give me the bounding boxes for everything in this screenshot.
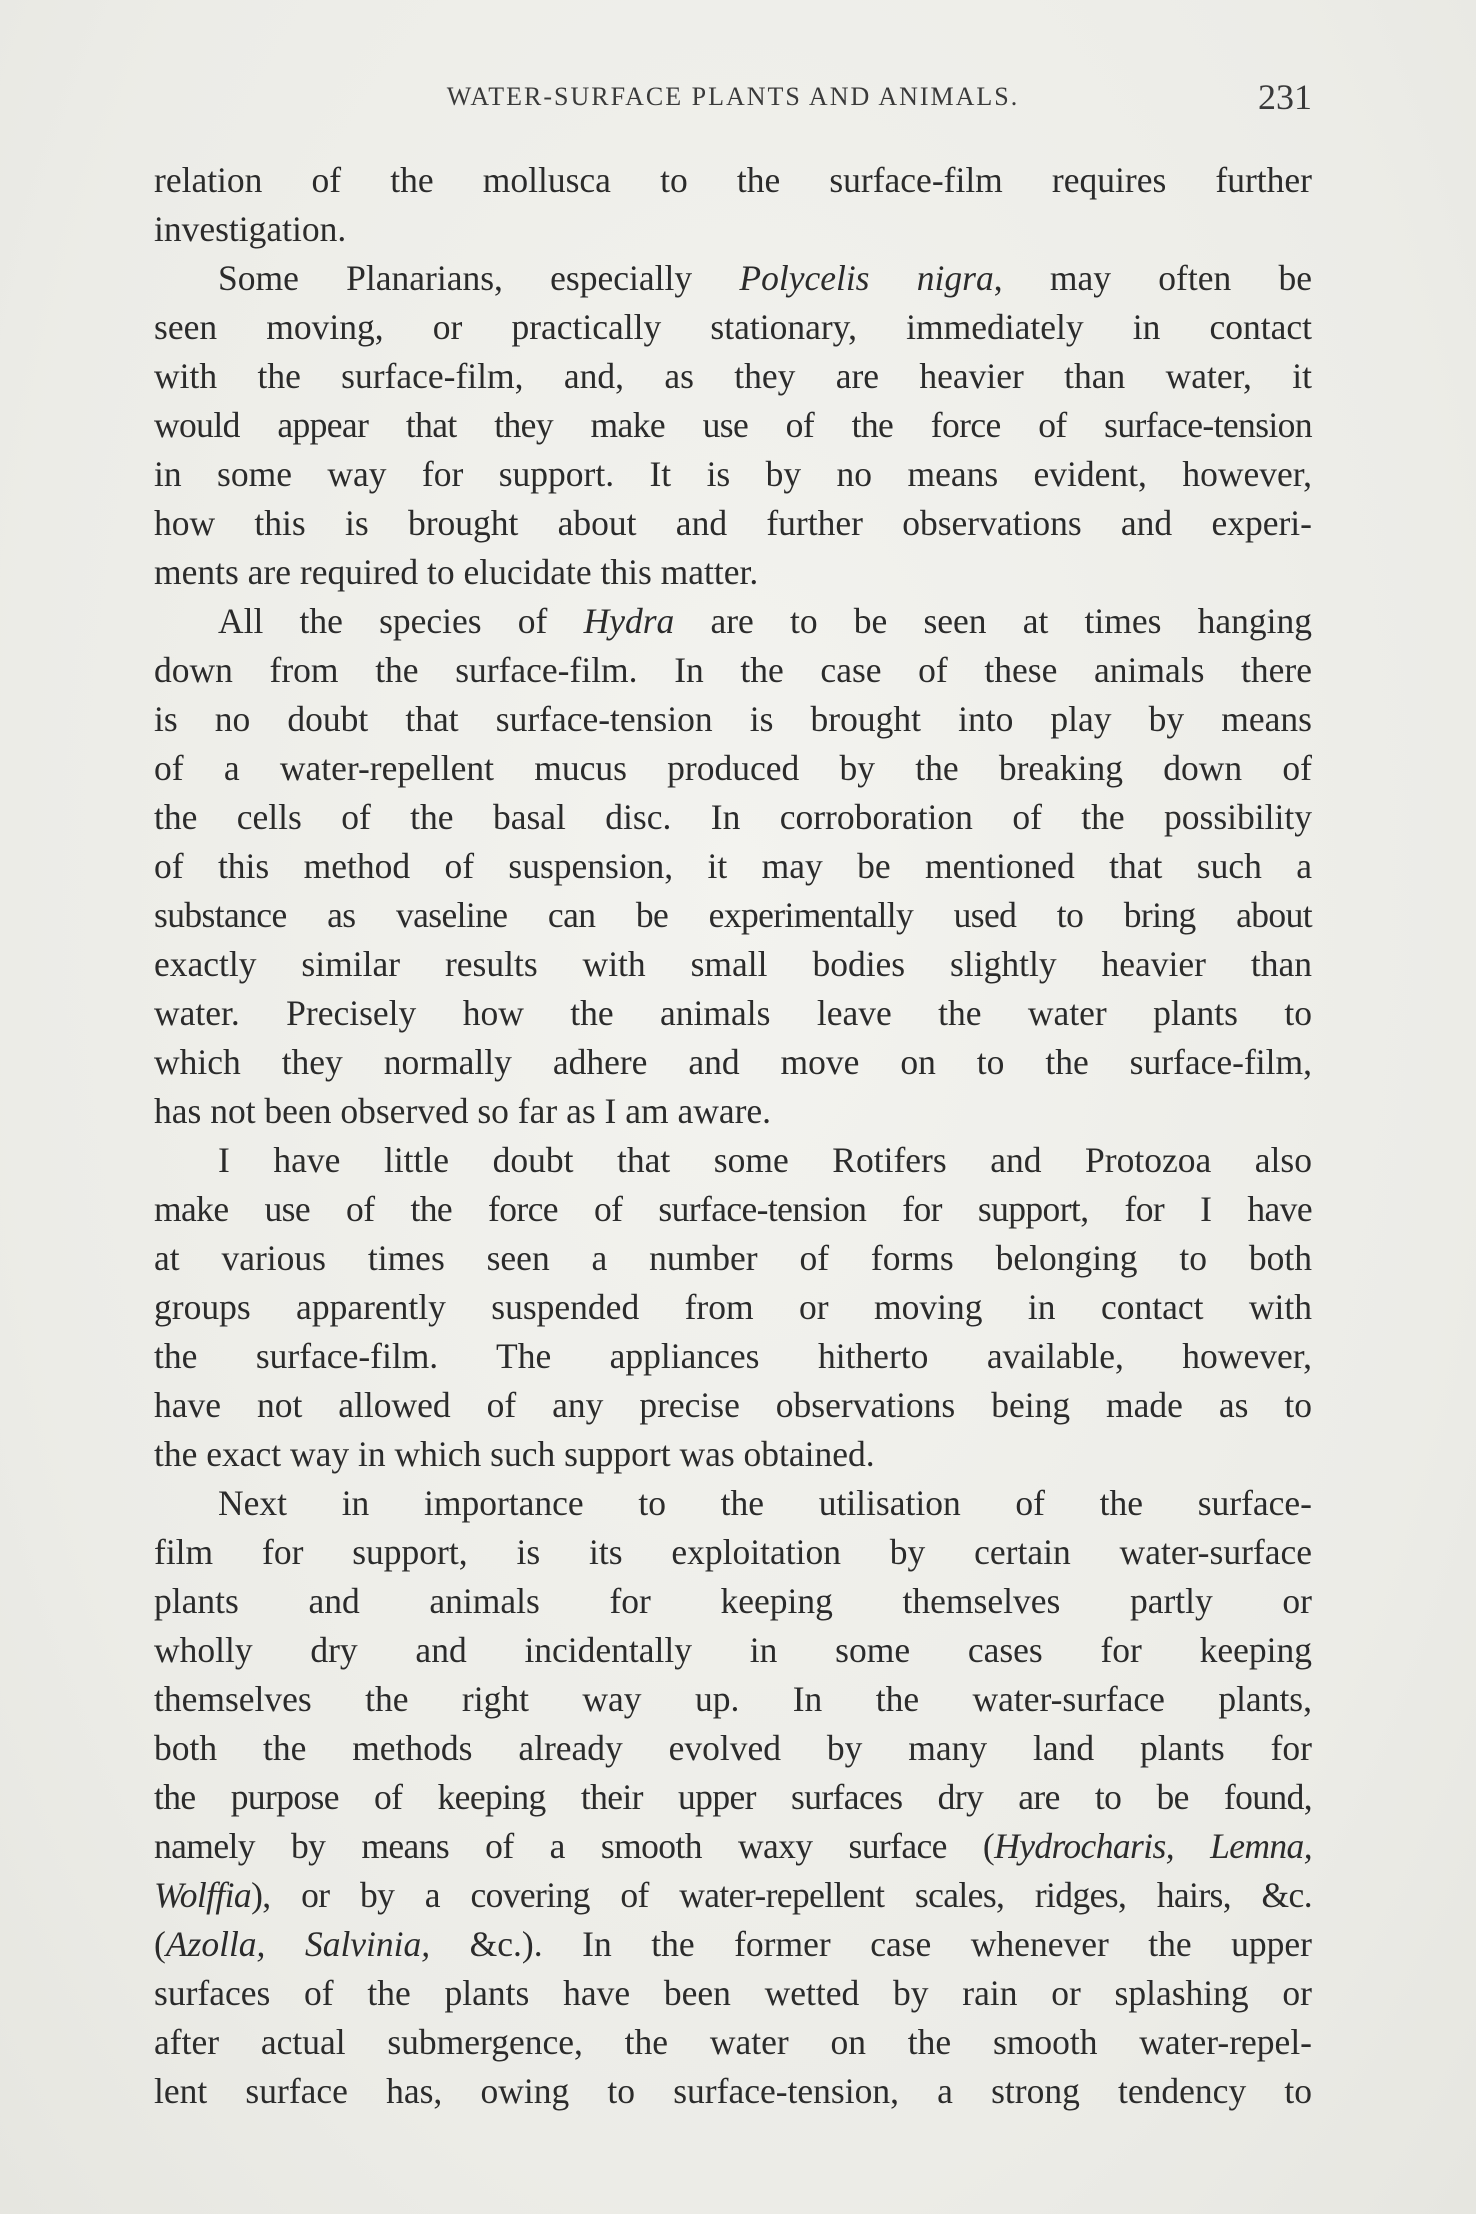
text-line: in some way for support. It is by no means evident, however, bbox=[154, 454, 1312, 494]
text-line: the exact way in which such support was obtained. bbox=[154, 1434, 875, 1474]
page-number: 231 bbox=[1258, 77, 1312, 117]
text-line: (Azolla, Salvinia, &c.). In the former case whenever the upper bbox=[154, 1924, 1312, 1964]
text-line: wholly dry and incidentally in some cases for keeping bbox=[154, 1630, 1312, 1670]
text-line: of this method of suspension, it may be mentioned that such a bbox=[154, 846, 1312, 886]
text-line: would appear that they make use of the force of surface-tension bbox=[154, 405, 1312, 445]
text-line: have not allowed of any precise observations being made as to bbox=[154, 1385, 1312, 1425]
text-line: exactly similar results with small bodies slightly heavier than bbox=[154, 944, 1312, 984]
text-line: after actual submergence, the water on the smooth water-repel- bbox=[154, 2022, 1312, 2062]
text-line: Wolffia), or by a covering of water-repellent scales, ridges, hairs, &c. bbox=[154, 1875, 1312, 1915]
text-line: the purpose of keeping their upper surfaces dry are to be found, bbox=[154, 1777, 1312, 1817]
running-title: WATER-SURFACE PLANTS AND ANIMALS. bbox=[446, 82, 1020, 111]
text-line: the surface-film. The appliances hitherto available, however, bbox=[154, 1336, 1312, 1376]
text-line: has not been observed so far as I am aware. bbox=[154, 1091, 772, 1131]
text-line: plants and animals for keeping themselves partly or bbox=[154, 1581, 1312, 1621]
text-line: down from the surface-film. In the case of these animals there bbox=[154, 650, 1312, 690]
text-line: Next in importance to the utilisation of the surface- bbox=[218, 1483, 1312, 1523]
text-line: I have little doubt that some Rotifers and Protozoa also bbox=[218, 1140, 1312, 1180]
text-line: relation of the mollusca to the surface-film requires further bbox=[154, 160, 1312, 200]
text-line: how this is brought about and further observations and experi- bbox=[154, 503, 1312, 543]
text-line: with the surface-film, and, as they are heavier than water, it bbox=[154, 356, 1312, 396]
text-line: which they normally adhere and move on to the surface-film, bbox=[154, 1042, 1312, 1082]
text-line: ments are required to elucidate this matter. bbox=[154, 552, 759, 592]
text-line: of a water-repellent mucus produced by the breaking down of bbox=[154, 748, 1312, 788]
text-line: seen moving, or practically stationary, immediately in contact bbox=[154, 307, 1312, 347]
text-line: themselves the right way up. In the water-surface plants, bbox=[154, 1679, 1312, 1719]
text-line: at various times seen a number of forms belonging to both bbox=[154, 1238, 1312, 1278]
text-line: investigation. bbox=[154, 209, 347, 249]
body-text bbox=[154, 156, 1312, 2116]
text-line: make use of the force of surface-tension for support, for I have bbox=[154, 1189, 1312, 1229]
text-line: namely by means of a smooth waxy surface (Hydrocharis, Lemna, bbox=[154, 1826, 1312, 1866]
text-line: Some Planarians, especially Polycelis nigra, may often be bbox=[218, 258, 1312, 298]
text-line: groups apparently suspended from or moving in contact with bbox=[154, 1287, 1312, 1327]
text-line: substance as vaseline can be experimentally used to bring about bbox=[154, 895, 1312, 935]
text-line: water. Precisely how the animals leave the water plants to bbox=[154, 993, 1312, 1033]
text-line: is no doubt that surface-tension is brought into play by means bbox=[154, 699, 1312, 739]
text-line: surfaces of the plants have been wetted by rain or splashing or bbox=[154, 1973, 1312, 2013]
text-line: both the methods already evolved by many land plants for bbox=[154, 1728, 1312, 1768]
text-line: film for support, is its exploitation by certain water-surface bbox=[154, 1532, 1312, 1572]
text-line: lent surface has, owing to surface-tension, a strong tendency to bbox=[154, 2071, 1312, 2111]
text-line: the cells of the basal disc. In corroboration of the possibility bbox=[154, 797, 1312, 837]
text-line: All the species of Hydra are to be seen at times hanging bbox=[218, 601, 1312, 641]
running-head bbox=[154, 77, 1312, 122]
